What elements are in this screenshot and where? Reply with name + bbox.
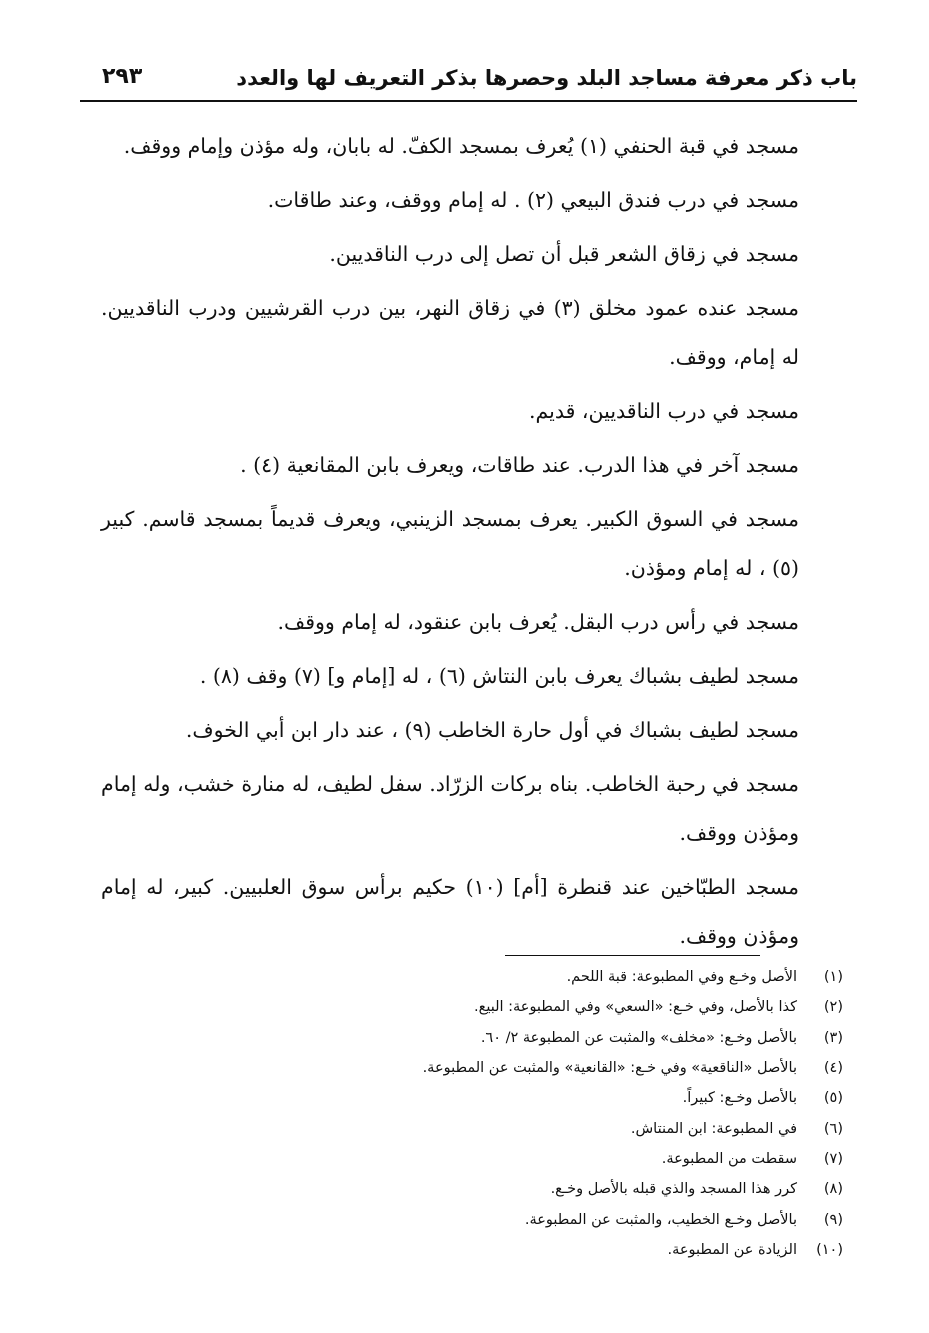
paragraph-entry: مسجد في زقاق الشعر قبل أن تصل إلى درب الناقديين.: [329, 242, 799, 266]
paragraph-entry: مسجد في السوق الكبير. يعرف بمسجد الزينبي، ويعرف قديماً بمسجد قاسم. كبير (٥) ، له إمام ومؤذن.: [101, 507, 799, 580]
footnote-text: بالأصل وخـع الخطيب، والمثبت عن المطبوعة.: [524, 1211, 797, 1228]
page-number: ٢٩٣: [102, 64, 143, 89]
footnote: [103, 1023, 843, 1053]
footnote-number: (١٠): [816, 1241, 843, 1258]
paragraph-entry: مسجد في قبة الحنفي (١) يُعرف بمسجد الكفّ. له بابان، وله مؤذن وإمام ووقف.: [123, 134, 799, 158]
paragraph-entry: مسجد لطيف بشباك في أول حارة الخاطب (٩) ، عند دار ابن أبي الخوف.: [185, 718, 799, 742]
footnote: [103, 992, 843, 1022]
main-text: [101, 122, 861, 966]
footnote-text: الأصل وخـع وفي المطبوعة: قبة اللحم.: [566, 969, 797, 986]
footnote-text: سقطت من المطبوعة.: [661, 1150, 797, 1167]
footnote-text: بالأصل وخـع: «مخلف» والمثبت عن المطبوعة ٢/ ٦٠.: [480, 1029, 797, 1046]
footnote-number: (١): [823, 969, 843, 986]
footnote: [103, 1204, 843, 1234]
footnote: [103, 1053, 843, 1083]
footnote-number: (٨): [823, 1181, 843, 1198]
paragraph-entry: مسجد في درب فندق البيعي (٢) . له إمام ووقف، وعند طاقات.: [267, 188, 799, 212]
footnote: [103, 1083, 843, 1113]
footnote-text: كذا بالأصل، وفي خـع: «السعي» وفي المطبوعة: البيع.: [474, 999, 797, 1016]
running-title: باب ذكر معرفة مساجد البلد وحصرها بذكر التعريف لها والعدد: [236, 66, 857, 90]
footnote-number: (٩): [823, 1211, 843, 1228]
footnote-number: (٥): [823, 1090, 843, 1107]
footnote: [103, 1235, 843, 1265]
footnote-number: (٧): [823, 1150, 843, 1167]
footnote-text: بالأصل وخـع: كبيراً.: [682, 1090, 797, 1107]
page-header: [80, 56, 857, 102]
footnote-text: الزيادة عن المطبوعة.: [667, 1241, 797, 1258]
footnote-number: (٣): [823, 1029, 843, 1046]
footnote-number: (٢): [823, 999, 843, 1016]
paragraph-entry: مسجد لطيف بشباك يعرف بابن النتاش (٦) ، له [إمام و] (٧) وقف (٨) .: [199, 664, 799, 688]
footnote: [103, 1174, 843, 1204]
paragraph-entry: مسجد آخر في هذا الدرب. عند طاقات، ويعرف بابن المقانعية (٤) .: [240, 453, 799, 477]
paragraph-entry: مسجد الطبّاخين عند قنطرة [أم] (١٠) حكيم برأس سوق العلبيين. كبير، له إمام ومؤذن ووقف.: [101, 875, 799, 948]
footnote-text: في المطبوعة: ابن المنتاش.: [630, 1120, 797, 1137]
footnote-number: (٦): [823, 1120, 843, 1137]
paragraph-entry: مسجد في رحبة الخاطب. بناه بركات الزرّاد. سفل لطيف، له منارة خشب، وله إمام ومؤذن ووقف.: [101, 772, 799, 845]
footnote-text: كرر هذا المسجد والذي قبله بالأصل وخـع.: [550, 1181, 797, 1198]
footnote: [103, 1144, 843, 1174]
footnote: [103, 1113, 843, 1143]
paragraph-entry: مسجد في درب الناقديين، قديم.: [528, 399, 799, 423]
footnotes: [103, 962, 843, 1265]
footnote-number: (٤): [823, 1060, 843, 1077]
paragraph-entry: مسجد في رأس درب البقل. يُعرف بابن عنقود، له إمام ووقف.: [277, 610, 799, 634]
paragraph-entry: مسجد عنده عمود مخلق (٣) في زقاق النهر، بين درب القرشيين ودرب الناقديين. له إمام، ووقف.: [101, 296, 799, 369]
footnote: [103, 962, 843, 992]
footnote-text: بالأصل «الناقعية» وفي خـع: «القانعية» والمثبت عن المطبوعة.: [422, 1060, 797, 1077]
footnote-separator: [505, 955, 760, 956]
